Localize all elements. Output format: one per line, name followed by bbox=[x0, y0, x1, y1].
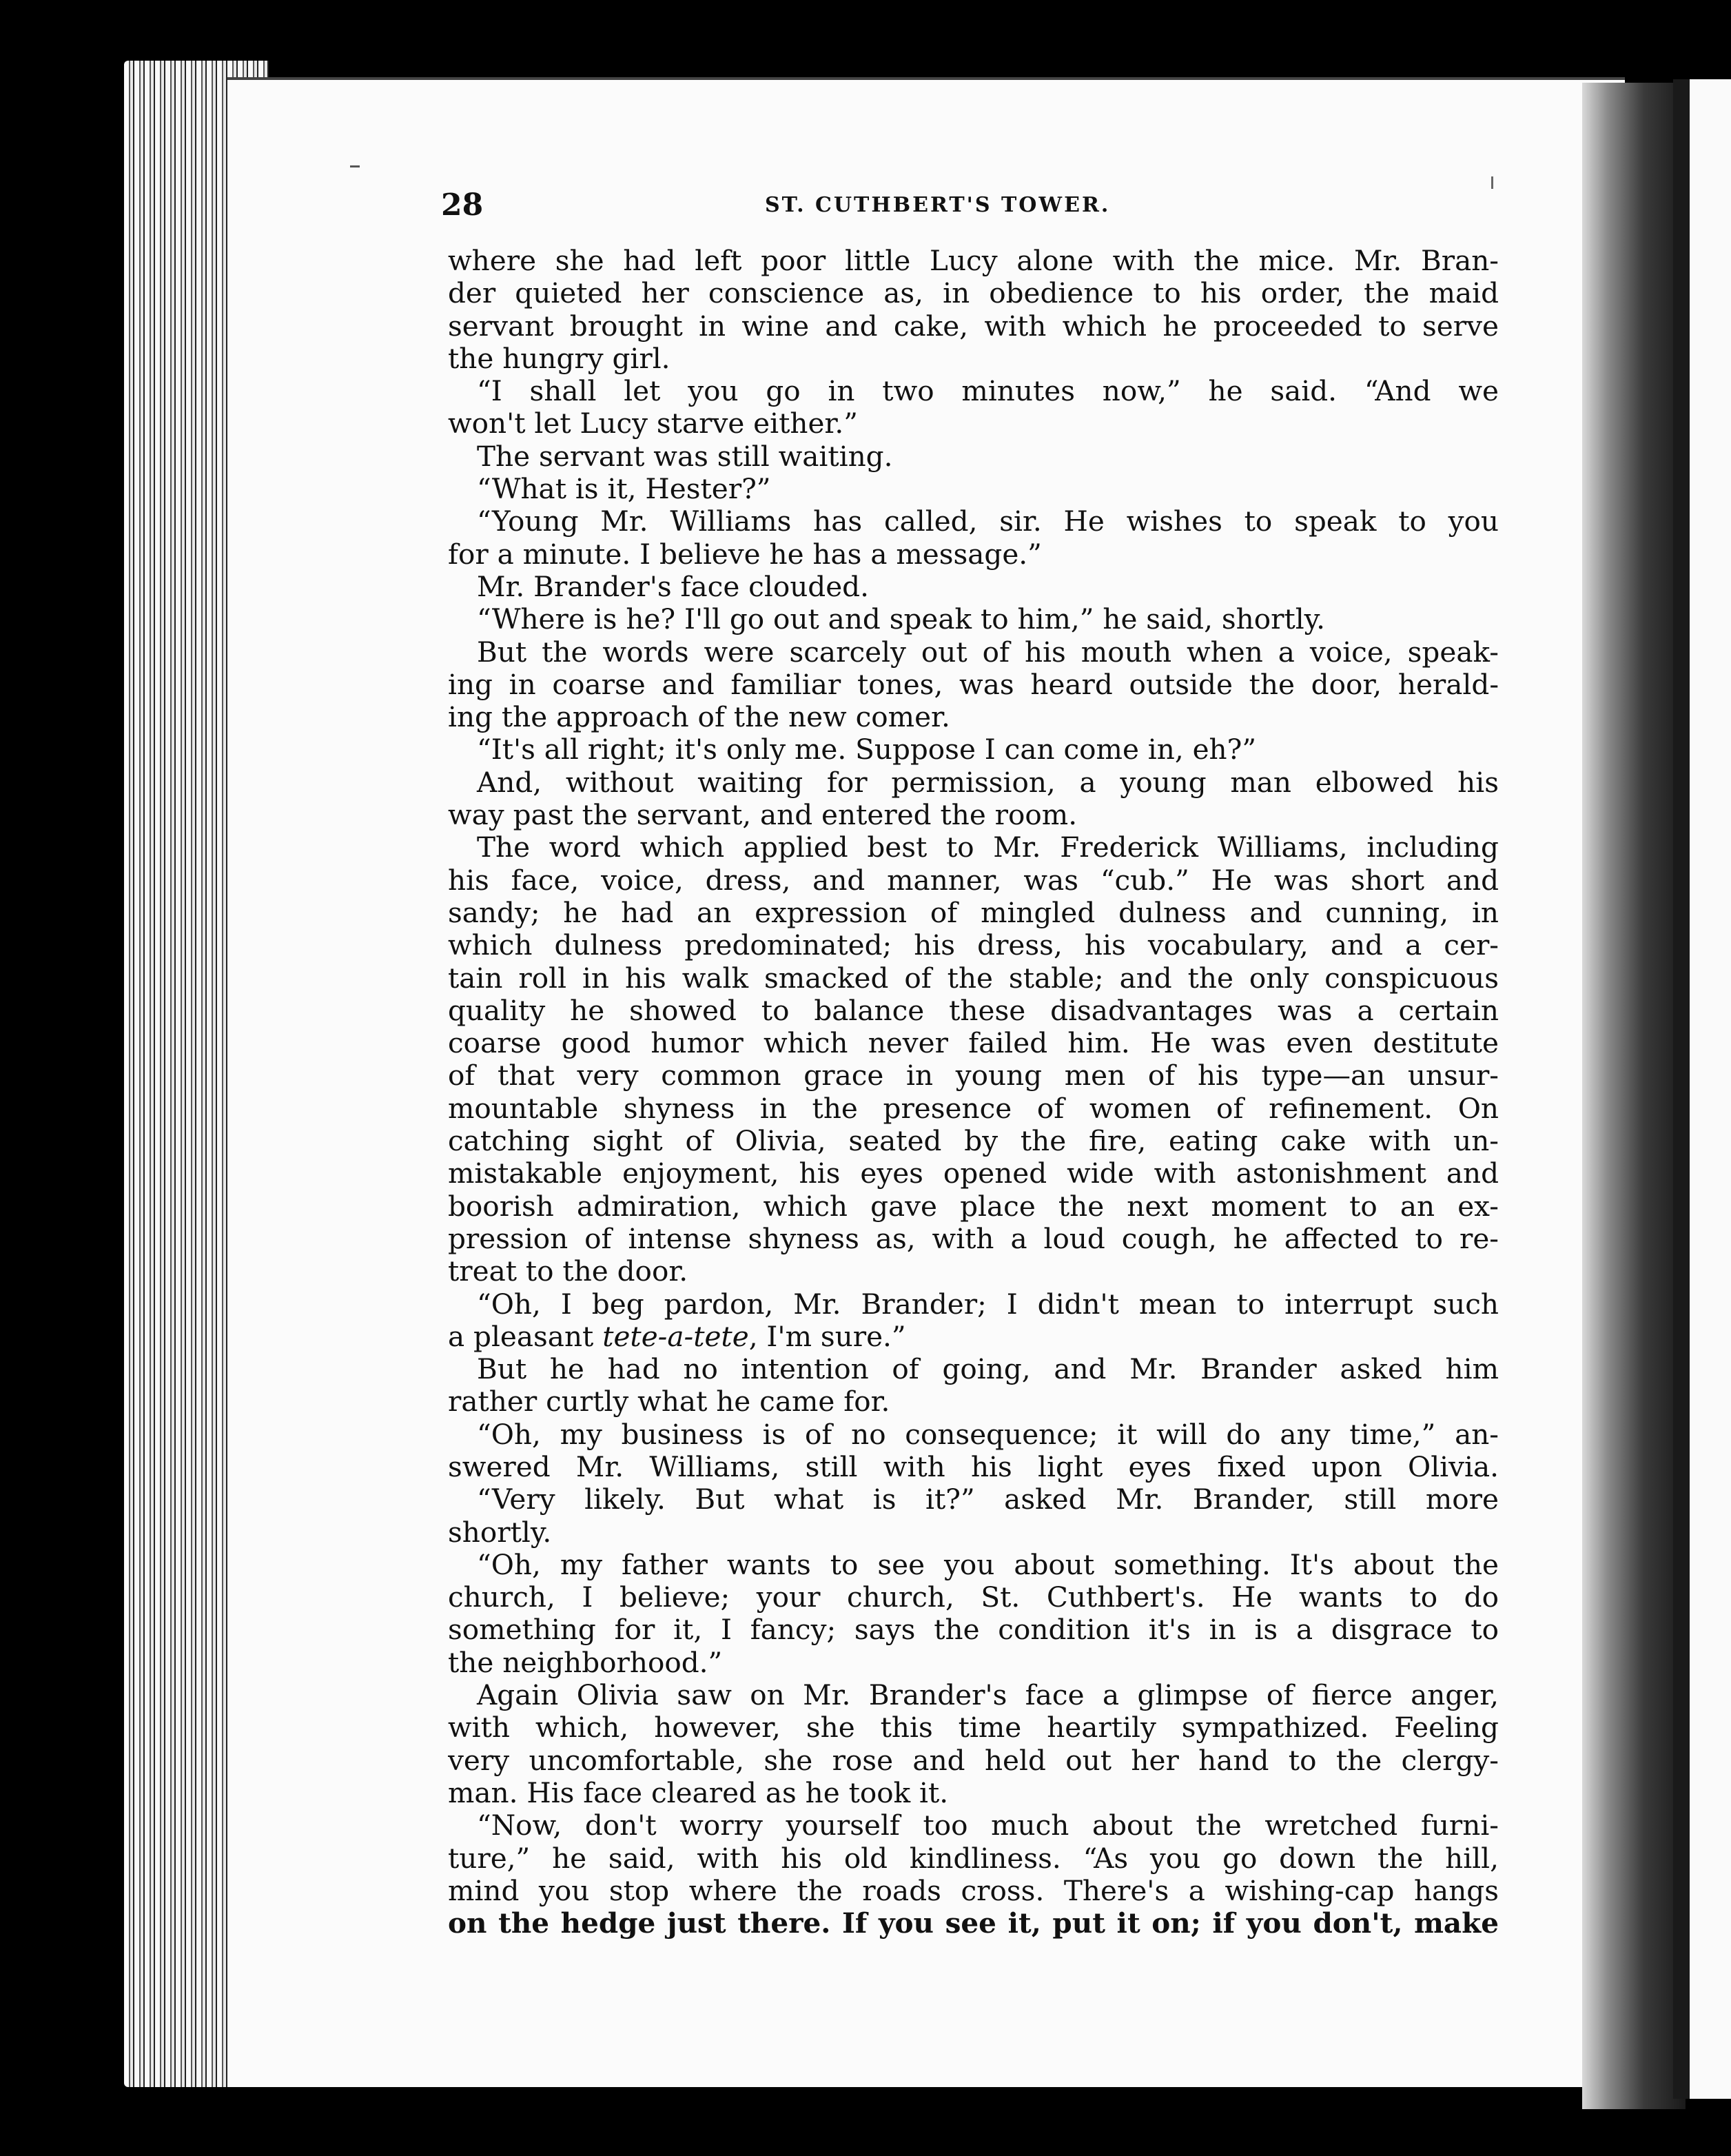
text-line: “Oh, my father wants to see you about something. It's about the bbox=[477, 1548, 1499, 1581]
text-line: “Now, don't worry yourself too much about the wretched furni- bbox=[477, 1809, 1499, 1842]
text-line: ing the approach of the new comer. bbox=[448, 701, 950, 734]
text-line: pression of intense shyness as, with a loud cough, he affected to re- bbox=[448, 1222, 1499, 1255]
text-line: der quieted her conscience as, in obedience to his order, the maid bbox=[448, 277, 1499, 310]
text-line: “What is it, Hester?” bbox=[477, 473, 771, 506]
text-line: swered Mr. Williams, still with his light eyes fixed upon Olivia. bbox=[448, 1450, 1499, 1483]
text-segment: a pleasant bbox=[448, 1320, 603, 1353]
text-line: But he had no intention of going, and Mr. Brander asked him bbox=[477, 1353, 1499, 1386]
text-line: Mr. Brander's face clouded. bbox=[477, 570, 869, 603]
text-line: of that very common grace in young men of his type—an unsur- bbox=[448, 1059, 1499, 1092]
text-line: ing in coarse and familiar tones, was heard outside the door, herald- bbox=[448, 668, 1499, 701]
text-line: where she had left poor little Lucy alone with the mice. Mr. Bran- bbox=[448, 245, 1499, 277]
page-header bbox=[441, 187, 1509, 222]
print-mark bbox=[350, 165, 360, 167]
text-line: man. His face cleared as he took it. bbox=[448, 1776, 949, 1809]
text-line: “Oh, my business is of no consequence; it will do any time,” an- bbox=[477, 1418, 1499, 1451]
text-line: mistakable enjoyment, his eyes opened wide with astonishment and bbox=[448, 1157, 1499, 1190]
text-line: with which, however, she this time heartily sympathized. Feeling bbox=[448, 1711, 1499, 1745]
text-line: “Young Mr. Williams has called, sir. He wishes to speak to you bbox=[477, 505, 1499, 538]
text-line: ture,” he said, with his old kindliness. “As you go down the hill, bbox=[448, 1842, 1499, 1875]
text-line: catching sight of Olivia, seated by the fire, eating cake with un- bbox=[448, 1125, 1499, 1158]
text-line: “Where is he? I'll go out and speak to him,” he said, shortly. bbox=[477, 603, 1326, 636]
text-line: mind you stop where the roads cross. There's a wishing-cap hangs bbox=[448, 1874, 1499, 1907]
text-line: And, without waiting for permission, a young man elbowed his bbox=[477, 766, 1499, 799]
text-line: sandy; he had an expression of mingled dulness and cunning, in bbox=[448, 896, 1499, 929]
facing-page-edge bbox=[1690, 79, 1731, 2099]
text-line bbox=[448, 1321, 1499, 1353]
page-number: 28 bbox=[441, 187, 484, 223]
text-line: the neighborhood.” bbox=[448, 1646, 723, 1679]
text-line: servant brought in wine and cake, with which he proceeded to serve bbox=[448, 309, 1499, 343]
text-line: church, I believe; your church, St. Cuthbert's. He wants to do bbox=[448, 1581, 1499, 1614]
text-line: on the hedge just there. If you see it, put it on; if you don't, make bbox=[448, 1907, 1499, 1940]
text-line: for a minute. I believe he has a message.” bbox=[448, 538, 1042, 571]
text-line: way past the servant, and entered the room. bbox=[448, 799, 1078, 832]
text-line: shortly. bbox=[448, 1516, 552, 1549]
text-line: tain roll in his walk smacked of the stable; and the only conspicuous bbox=[448, 962, 1499, 995]
text-line: “Oh, I beg pardon, Mr. Brander; I didn't mean to interrupt such bbox=[477, 1288, 1499, 1321]
text-line: treat to the door. bbox=[448, 1255, 688, 1288]
text-line: “It's all right; it's only me. Suppose I can come in, eh?” bbox=[477, 733, 1257, 766]
text-line: But the words were scarcely out of his mouth when a voice, speak- bbox=[477, 635, 1499, 669]
body-text bbox=[448, 245, 1499, 1940]
text-line: boorish admiration, which gave place the next moment to an ex- bbox=[448, 1190, 1499, 1223]
text-line: The servant was still waiting. bbox=[477, 440, 893, 473]
text-line: Again Olivia saw on Mr. Brander's face a glimpse of fierce anger, bbox=[477, 1679, 1499, 1712]
text-line: very uncomfortable, she rose and held out her hand to the clergy- bbox=[448, 1744, 1499, 1777]
text-line: mountable shyness in the presence of women of refinement. On bbox=[448, 1092, 1499, 1125]
text-line: “I shall let you go in two minutes now,” he said. “And we bbox=[477, 375, 1499, 408]
text-line: the hungry girl. bbox=[448, 342, 670, 375]
text-line: his face, voice, dress, and manner, was “cub.” He was short and bbox=[448, 864, 1499, 897]
text-line: coarse good humor which never failed him. He was even destitute bbox=[448, 1027, 1499, 1060]
text-line: rather curtly what he came for. bbox=[448, 1385, 890, 1418]
text-line: won't let Lucy starve either.” bbox=[448, 407, 858, 440]
text-line: something for it, I fancy; says the condition it's in is a disgrace to bbox=[448, 1614, 1499, 1647]
text-segment: , I'm sure.” bbox=[748, 1320, 906, 1353]
text-line: The word which applied best to Mr. Frederick Williams, including bbox=[477, 831, 1499, 864]
text-line: “Very likely. But what is it?” asked Mr. Brander, still more bbox=[477, 1483, 1499, 1516]
italic-phrase: tete-a-tete bbox=[602, 1320, 749, 1353]
text-line: which dulness predominated; his dress, his vocabulary, and a cer- bbox=[448, 929, 1499, 962]
page-gutter-shadow bbox=[1582, 83, 1686, 2109]
running-title: ST. CUTHBERT'S TOWER. bbox=[765, 193, 1111, 217]
text-line: quality he showed to balance these disadvantages was a certain bbox=[448, 994, 1499, 1027]
